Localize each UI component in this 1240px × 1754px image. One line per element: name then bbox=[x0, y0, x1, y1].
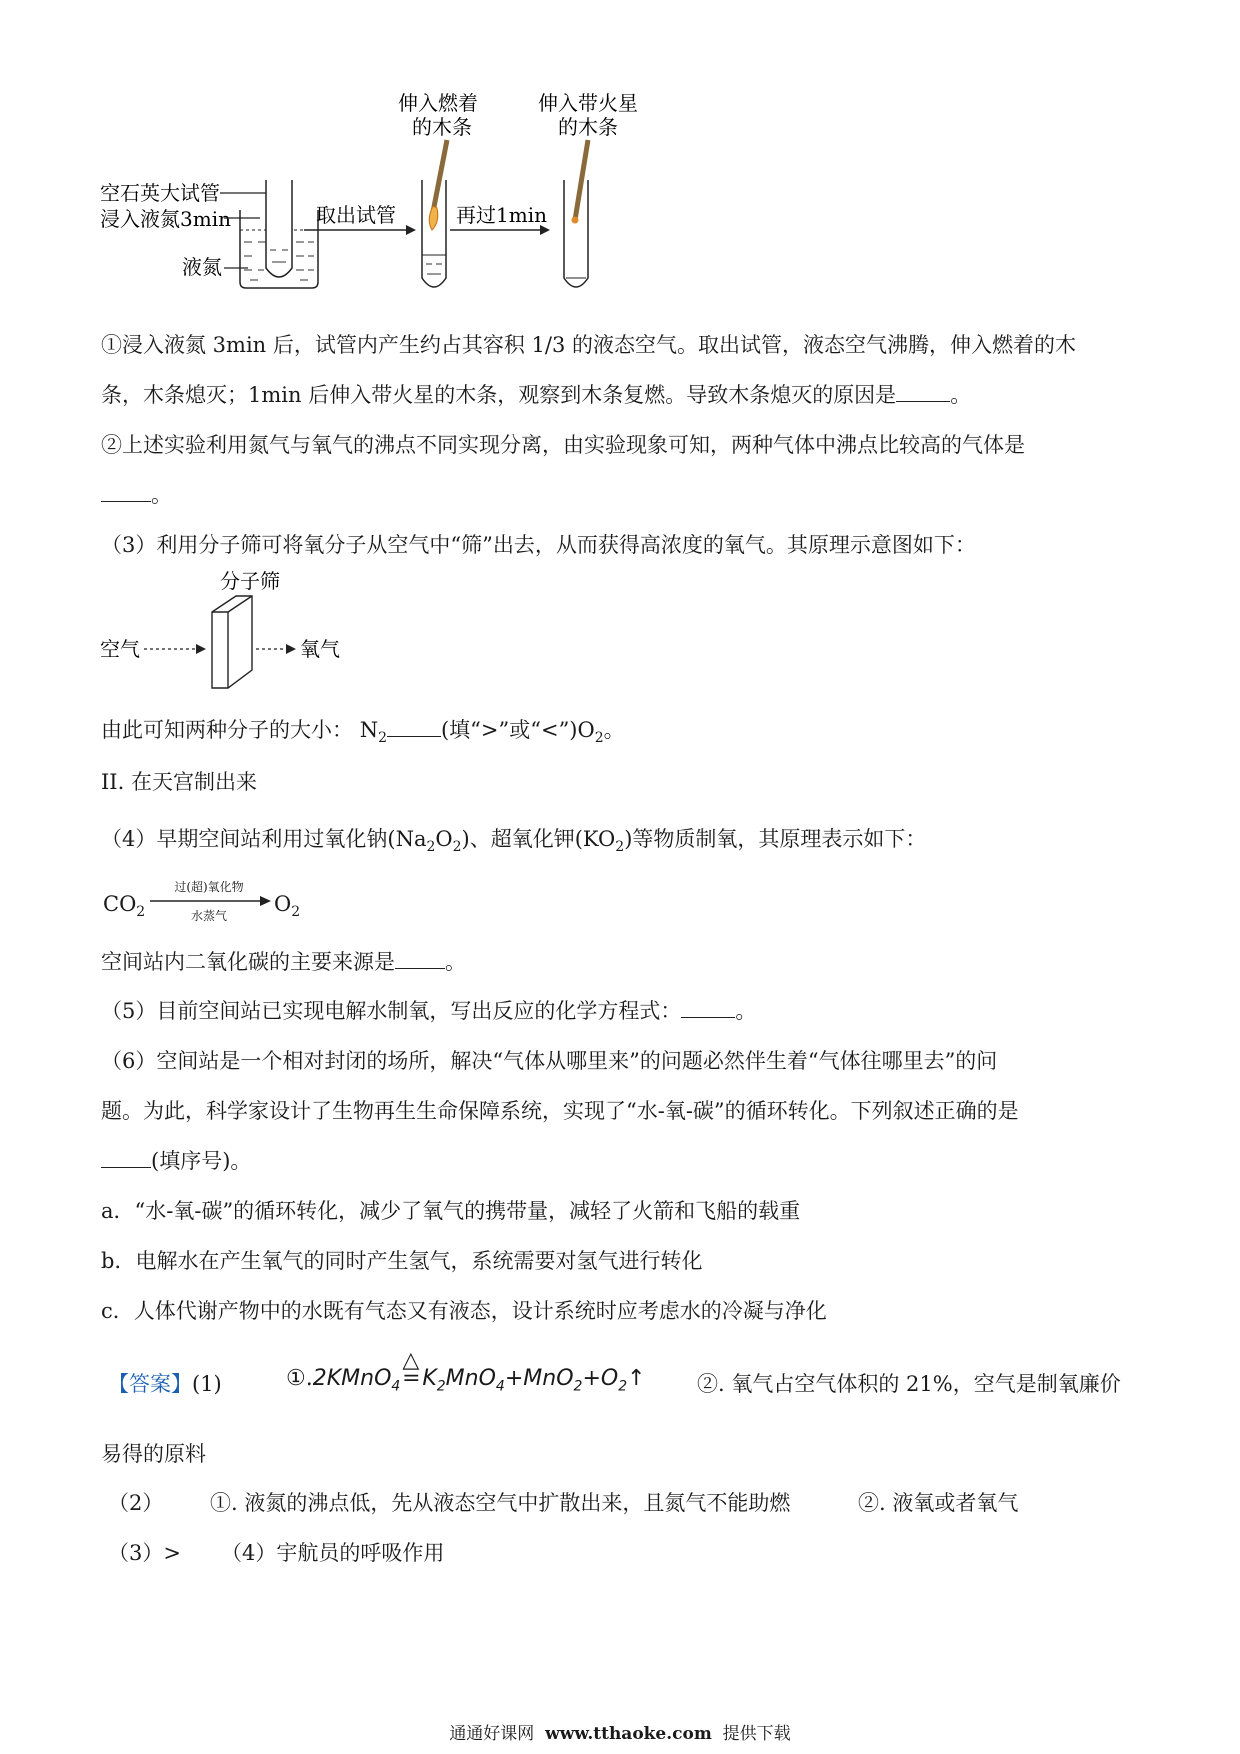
answer-blank bbox=[101, 1167, 151, 1168]
quartz-tube-icon bbox=[266, 180, 292, 277]
label-glowing-stick-2: 的木条 bbox=[558, 115, 618, 139]
compare-middle: (填“>”或“<”) bbox=[440, 718, 578, 742]
footer-url[interactable]: www.tthaoke.com bbox=[545, 1724, 712, 1744]
answer-blank bbox=[681, 1017, 735, 1018]
sieve-plate-icon bbox=[212, 596, 252, 688]
answer-2b: ②. 液氧或者氧气 bbox=[858, 1491, 1019, 1515]
footer-note: 提供下载 bbox=[722, 1724, 791, 1744]
answer-equation: ①.2KMnO$_4$ △ $=K_2MnO_4+MnO_2+O_2↑$ bbox=[286, 1362, 646, 1403]
label-molecular-sieve: 分子筛 bbox=[220, 569, 280, 593]
answer-1b-line2: 易得的原料 bbox=[101, 1442, 206, 1466]
label-after-1min: 再过1min bbox=[456, 203, 547, 227]
na2o2-formula: $Na_2O_2$ bbox=[395, 827, 462, 856]
q6-line1: （6）空间站是一个相对封闭的场所，解决“气体从哪里来”的问题必然伴生着“气体往哪里去”的问 bbox=[101, 1049, 998, 1073]
heat-symbol: △ bbox=[402, 1348, 420, 1373]
option-c: c．人体代谢产物中的水既有气态又有液态，设计系统时应考虑水的冷凝与净化 bbox=[101, 1299, 827, 1323]
q2-part2-line1: ②上述实验利用氮气与氧气的沸点不同实现分离，由实验现象可知，两种气体中沸点比较高的气体是 bbox=[101, 433, 1025, 457]
o2-formula: $O_2$ bbox=[577, 718, 604, 747]
answer-blank bbox=[896, 401, 950, 402]
footer bbox=[0, 1719, 1240, 1744]
label-liquid-nitrogen: 液氮 bbox=[182, 255, 222, 279]
label-air: 空气 bbox=[100, 637, 140, 661]
punct: 。 bbox=[151, 483, 172, 507]
q6-line2: 题。为此，科学家设计了生物再生生命保障系统，实现了“水-氧-碳”的循环转化。下列叙述正确的是 bbox=[101, 1099, 1019, 1123]
compare-prefix: 由此可知两种分子的大小： bbox=[101, 718, 353, 742]
label-take-out-tube: 取出试管 bbox=[316, 203, 396, 227]
tube-burning-stick-icon bbox=[422, 140, 447, 287]
footer-site: 通通好课网 bbox=[449, 1724, 535, 1744]
tube-glowing-stick-icon bbox=[564, 140, 588, 287]
ko2-formula: $KO_2$ bbox=[582, 827, 625, 856]
q3-intro: （3）利用分子筛可将氧分子从空气中“筛”出去，从而获得高浓度的氧气。其原理示意图如下： bbox=[101, 533, 976, 557]
answer-blank bbox=[395, 968, 445, 969]
label-glowing-stick-1: 伸入带火星 bbox=[538, 91, 638, 115]
option-a: a．“水-氧-碳”的循环转化，减少了氧气的携带量，减轻了火箭和飞船的载重 bbox=[101, 1199, 801, 1223]
reaction-condition-top: 过(超)氧化物 bbox=[174, 880, 244, 894]
q5: （5）目前空间站已实现电解水制氧，写出反应的化学方程式： 。 bbox=[101, 999, 757, 1023]
q6-line3: (填序号)。 bbox=[101, 1147, 251, 1175]
q2-part2-line2 bbox=[101, 481, 172, 509]
part2-heading: II. 在天宫制出来 bbox=[101, 770, 257, 794]
label-oxygen: 氧气 bbox=[300, 637, 340, 661]
answer-line1: 【答案】(1) bbox=[108, 1372, 222, 1396]
punct: 。 bbox=[603, 718, 625, 742]
label-quartz-tube-2: 浸入液氮3min bbox=[100, 207, 231, 231]
o2-product: $O_2$ bbox=[274, 892, 301, 921]
answer-blank bbox=[387, 736, 441, 737]
answer-1b-line1: ②. 氧气占空气体积的 21%，空气是制氧廉价 bbox=[697, 1372, 1121, 1396]
label-quartz-tube-1: 空石英大试管 bbox=[100, 181, 220, 205]
option-b: b．电解水在产生氧气的同时产生氢气，系统需要对氢气进行转化 bbox=[101, 1249, 703, 1273]
answer-2a: ①. 液氮的沸点低，先从液态空气中扩散出来，且氮气不能助燃 bbox=[210, 1491, 791, 1515]
n2-formula: $N_2$ bbox=[359, 718, 387, 747]
reaction-arrow-icon bbox=[150, 895, 272, 907]
q3-compare bbox=[101, 716, 625, 752]
answer-tag: 【答案】 bbox=[108, 1372, 192, 1396]
reaction-condition-bottom: 水蒸气 bbox=[190, 909, 227, 923]
label-burning-stick-1: 伸入燃着 bbox=[398, 91, 478, 115]
experiment-figure bbox=[100, 90, 720, 330]
answer-3-4: （3）> （4）宇航员的呼吸作用 bbox=[108, 1541, 445, 1565]
q2-part1-line2-text: 条，木条熄灭；1min 后伸入带火星的木条，观察到木条复燃。导致木条熄灭的原因是 bbox=[101, 383, 897, 407]
co2-formula: $CO_2$ bbox=[103, 892, 146, 921]
q2-part1-line1: ①浸入液氮 3min 后，试管内产生约占其容积 1/3 的液态空气。取出试管，液态空气沸腾，伸入燃着的木 bbox=[101, 333, 1077, 357]
q4-source: 空间站内二氧化碳的主要来源是 。 bbox=[101, 950, 466, 974]
label-burning-stick-2: 的木条 bbox=[412, 115, 472, 139]
answer-blank bbox=[101, 501, 151, 502]
molecular-sieve-figure bbox=[100, 566, 360, 706]
punct: 。 bbox=[950, 383, 972, 407]
answer-2: （2） bbox=[108, 1491, 164, 1515]
q2-part1-line2 bbox=[101, 381, 971, 409]
q4-intro: （4）早期空间站利用过氧化钠$(Na_2O_2)$、超氧化钾$(KO_2)$等物质制氧，其原理表示如下： bbox=[101, 827, 927, 856]
